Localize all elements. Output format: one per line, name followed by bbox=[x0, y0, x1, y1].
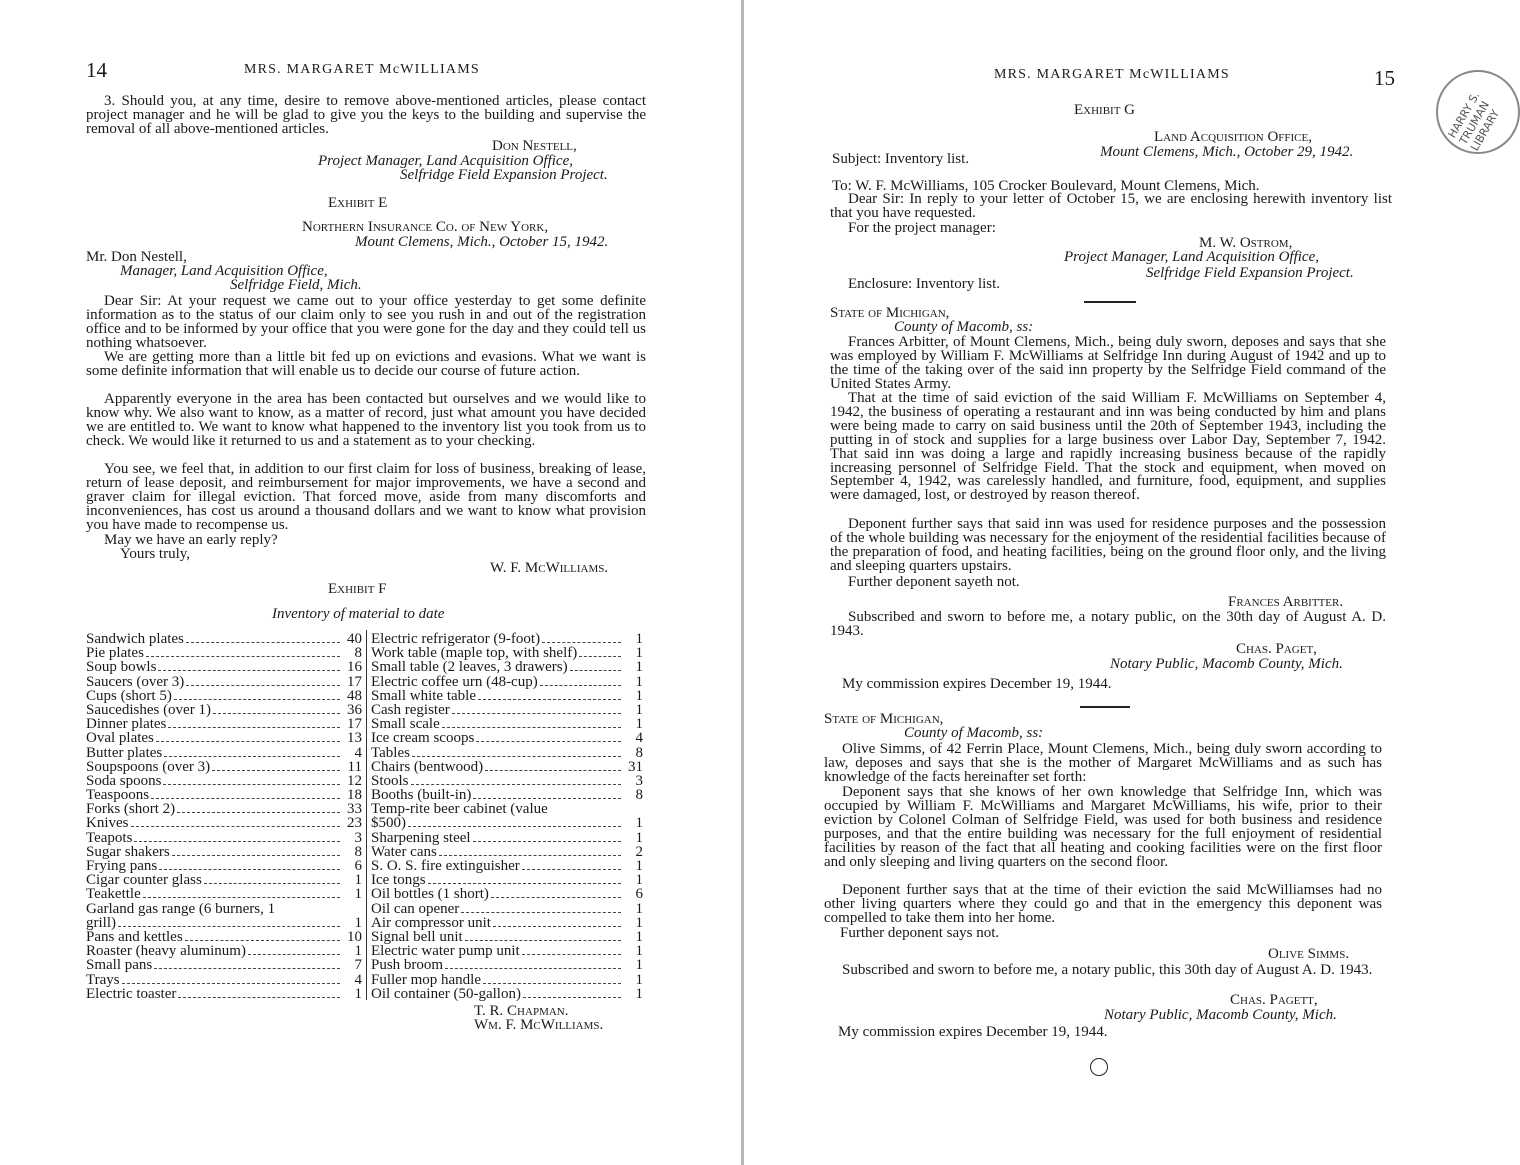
inventory-item: Roaster (heavy aluminum) bbox=[86, 943, 246, 960]
inventory-qty: 1 bbox=[635, 687, 643, 704]
venue-heading: State of Michigan, bbox=[824, 711, 944, 727]
inventory-item: Temp-rite beer cabinet (value bbox=[371, 801, 548, 818]
affidavit-paragraph: Further deponent sayeth not. bbox=[848, 574, 1020, 590]
dot-leader bbox=[164, 755, 340, 757]
inventory-item: Small table (2 leaves, 3 drawers) bbox=[371, 659, 568, 676]
inventory-qty: 1 bbox=[635, 985, 643, 1002]
inventory-row bbox=[86, 675, 362, 689]
inventory-item: Oil container (50-gallon) bbox=[371, 985, 521, 1002]
letter-date: Mount Clemens, Mich., October 29, 1942. bbox=[1100, 144, 1354, 160]
inventory-row bbox=[371, 646, 643, 660]
inventory-row bbox=[86, 689, 362, 703]
inventory-row bbox=[371, 731, 643, 745]
dot-leader bbox=[522, 868, 621, 870]
inventory-item: Dinner plates bbox=[86, 716, 167, 733]
address-line: Manager, Land Acquisition Office, bbox=[120, 263, 328, 279]
inventory-qty: 40 bbox=[347, 631, 362, 647]
inventory-qty: 4 bbox=[354, 744, 362, 761]
letter-paragraph: We are getting more than a little bit fed up on evictions and evasions. What we want is some definite information that will enable us to decide our course of future action. bbox=[86, 349, 646, 379]
running-head: MRS. MARGARET McWILLIAMS bbox=[244, 62, 480, 77]
inventory-qty: 1 bbox=[635, 900, 643, 917]
exhibit-heading: Exhibit F bbox=[328, 581, 387, 597]
dot-leader bbox=[412, 755, 621, 757]
inventory-row bbox=[371, 930, 643, 944]
signature-title: Project Manager, Land Acquisition Office, bbox=[318, 153, 573, 169]
inventory-qty: 17 bbox=[347, 716, 362, 733]
dot-leader bbox=[439, 854, 621, 856]
jurat: Subscribed and sworn to before me, a notary public, on the 30th day of August A. D. 1943. bbox=[830, 609, 1386, 639]
inventory-row bbox=[86, 774, 362, 788]
inventory-row bbox=[86, 973, 362, 987]
inventory-item: Small pans bbox=[86, 957, 153, 974]
commission-line: My commission expires December 19, 1944. bbox=[838, 1024, 1108, 1040]
inventory-row bbox=[86, 958, 362, 972]
affidavit-paragraph: Deponent further says that said inn was used for residence purposes and the possession of the whole building was necessary for the enjoyment of the residential facilities because of the preparation of food, and heating facilities, being on the ground floor only, and the living and sleeping quarters upstairs. bbox=[830, 516, 1386, 574]
inventory-qty: 16 bbox=[347, 659, 362, 676]
exhibit-heading: Exhibit E bbox=[328, 195, 388, 211]
venue-heading: County of Macomb, ss: bbox=[894, 319, 1034, 335]
inventory-row bbox=[371, 660, 643, 674]
inventory-row bbox=[86, 646, 362, 660]
separator-rule bbox=[1080, 706, 1130, 708]
dot-leader bbox=[146, 655, 340, 657]
inventory-item: Pans and kettles bbox=[86, 928, 183, 945]
dot-leader bbox=[204, 882, 340, 884]
letterhead: Northern Insurance Co. of New York, bbox=[302, 219, 549, 235]
inventory-row bbox=[86, 760, 362, 774]
right-page bbox=[744, 0, 1480, 1165]
inventory-row bbox=[86, 887, 362, 901]
inventory-row bbox=[86, 788, 362, 802]
enclosure-line: Enclosure: Inventory list. bbox=[848, 276, 1001, 292]
inventory-qty: 1 bbox=[635, 645, 643, 662]
inventory-qty: 48 bbox=[347, 687, 362, 704]
inventory-row bbox=[371, 987, 643, 1001]
signature-name: T. R. Chapman. bbox=[474, 1003, 569, 1019]
inventory-item: Tables bbox=[371, 744, 410, 761]
inventory-item: Sharpening steel bbox=[371, 829, 471, 846]
inventory-item: Small white table bbox=[371, 687, 476, 704]
inventory-qty: 2 bbox=[635, 843, 643, 860]
inventory-qty: 1 bbox=[635, 872, 643, 889]
dot-leader bbox=[579, 655, 621, 657]
dot-leader bbox=[131, 825, 341, 827]
inventory-qty: 6 bbox=[635, 886, 643, 903]
inventory-qty: 17 bbox=[347, 673, 362, 690]
address-line: Selfridge Field, Mich. bbox=[230, 277, 362, 293]
dot-leader bbox=[154, 967, 340, 969]
inventory-qty: 23 bbox=[347, 815, 362, 832]
inventory-row bbox=[371, 887, 643, 901]
inventory-qty: 31 bbox=[628, 758, 643, 775]
inventory-item: Teaspoons bbox=[86, 787, 150, 804]
inventory-item: Frying pans bbox=[86, 858, 158, 874]
dot-leader bbox=[411, 783, 621, 785]
inventory-item: S. O. S. fire extinguisher bbox=[371, 858, 520, 874]
dot-leader bbox=[473, 797, 621, 799]
dot-leader bbox=[122, 982, 340, 984]
dot-leader bbox=[158, 669, 340, 671]
inventory-item: Water cans bbox=[371, 843, 437, 860]
inventory-qty: 1 bbox=[354, 886, 362, 903]
inventory-row bbox=[86, 859, 362, 873]
inventory-row bbox=[371, 703, 643, 717]
inventory-item: Teapots bbox=[86, 829, 133, 846]
dot-leader bbox=[185, 939, 340, 941]
inventory-item: Electric refrigerator (9-foot) bbox=[371, 631, 541, 647]
inventory-qty: 13 bbox=[347, 730, 362, 747]
inventory-qty: 1 bbox=[635, 716, 643, 733]
closing: Yours truly, bbox=[120, 546, 191, 562]
dot-leader bbox=[465, 939, 621, 941]
inventory-row bbox=[86, 987, 362, 1001]
inventory-qty: 1 bbox=[354, 872, 362, 889]
dot-leader bbox=[476, 740, 621, 742]
inventory-qty: 18 bbox=[347, 787, 362, 804]
dot-leader bbox=[408, 825, 621, 827]
affidavit-paragraph: Frances Arbitter, of Mount Clemens, Mich., being duly sworn, deposes and says that she was employed by William F. McWilliams at Selfridge Inn during August of 1942 and up to the time of the taking over of the said inn property by the Selfridge Field command of the United States Army. bbox=[830, 334, 1386, 392]
dot-leader bbox=[178, 996, 340, 998]
inventory-row bbox=[371, 632, 643, 646]
inventory-qty: 1 bbox=[635, 971, 643, 988]
inventory-qty: 33 bbox=[347, 801, 362, 818]
inventory-row bbox=[86, 816, 362, 830]
inventory-item: Cups (short 5) bbox=[86, 687, 172, 704]
paragraph: 3. Should you, at any time, desire to remove above-mentioned articles, please contact project manager and he will be glad to give you the keys to the building and supervise the removal of all above-mentioned articles. bbox=[86, 93, 646, 137]
dot-leader bbox=[213, 712, 340, 714]
inventory-qty: 1 bbox=[635, 631, 643, 647]
letter-paragraph: Apparently everyone in the area has been contacted but ourselves and we would like to know why. We also want to know, as a matter of record, just what amount you have decided we are entitled to. We want to know what happened to the inventory list you took from us to check. We would like it returned to us and a statement as to your checking. bbox=[86, 391, 646, 449]
inventory-item: Ice cream scoops bbox=[371, 730, 475, 747]
dot-leader bbox=[118, 925, 340, 927]
inventory-row bbox=[86, 731, 362, 745]
letter-paragraph: Dear Sir: In reply to your letter of October 15, we are enclosing herewith inventory list that you have requested. bbox=[830, 191, 1392, 221]
dot-leader bbox=[442, 726, 621, 728]
letter-paragraph: You see, we feel that, in addition to our first claim for loss of business, breaking of lease, return of lease deposit, and reimbursement for major improvements, we have a second and graver claim for illegal eviction. That forced move, aside from many discomforts and inconveniences, has cost us around a thousand dollars and we want to know what provision you have made to recompense us. bbox=[86, 461, 646, 533]
left-page bbox=[0, 0, 741, 1165]
signature-title: Selfridge Field Expansion Project. bbox=[400, 167, 608, 183]
inventory-qty: 1 bbox=[354, 943, 362, 960]
inventory-row bbox=[371, 873, 643, 887]
dot-leader bbox=[163, 783, 340, 785]
inventory-row bbox=[371, 788, 643, 802]
dot-leader bbox=[248, 953, 340, 955]
dot-leader bbox=[134, 840, 340, 842]
dot-leader bbox=[452, 712, 621, 714]
inventory-row bbox=[371, 802, 643, 816]
affidavit-paragraph: That at the time of said eviction of the said William F. McWilliams on September 4, 1942, the business of operating a restaurant and inn was being conducted by him and plans were being made to carry on said business until the 20th of September 1943, including the putting in of stock and supplies for a large business over Labor Day, September 7, 1942. That said inn was doing a large and rapidly increasing business because of the rapidly increasing personnel of Selfridge Field. That the stock and equipment, when moved on September 4, 1942, was carelessly handled, and furniture, food, equipment, and supplies were damaged, lost, or destroyed by reason thereof. bbox=[830, 390, 1386, 504]
venue-heading: State of Michigan, bbox=[830, 305, 950, 321]
inventory-item: Cigar counter glass bbox=[86, 872, 202, 889]
dot-leader bbox=[483, 982, 621, 984]
inventory-item: Electric toaster bbox=[86, 985, 177, 1002]
signature-name: Olive Simms. bbox=[1268, 946, 1350, 962]
notary-name: Chas. Pagett, bbox=[1230, 992, 1318, 1008]
inventory-item: Fuller mop handle bbox=[371, 971, 481, 988]
inventory-item: Saucers (over 3) bbox=[86, 673, 185, 690]
dot-leader bbox=[522, 953, 621, 955]
affidavit-paragraph: Deponent further says that at the time of their eviction the said McWilliamses had no other living quarters where they could go and that in the emergency this deponent was compelled to take them into her home. bbox=[824, 882, 1382, 926]
stamp-text: HARRY S. TRUMAN LIBRARY bbox=[1445, 89, 1503, 154]
letterhead: Land Acquisition Office, bbox=[1154, 129, 1312, 145]
inventory-row bbox=[86, 845, 362, 859]
inventory-row bbox=[371, 973, 643, 987]
dot-leader bbox=[570, 669, 621, 671]
inventory-row bbox=[371, 902, 643, 916]
notary-title: Notary Public, Macomb County, Mich. bbox=[1110, 656, 1343, 672]
inventory-qty: 1 bbox=[635, 957, 643, 974]
inventory-item: Sugar shakers bbox=[86, 843, 170, 860]
page-mark-circle bbox=[1090, 1058, 1108, 1076]
inventory-row bbox=[371, 944, 643, 958]
inventory-item: Knives bbox=[86, 815, 129, 832]
inventory-row bbox=[86, 660, 362, 674]
inventory-item: Oval plates bbox=[86, 730, 154, 747]
inventory-qty: 1 bbox=[635, 659, 643, 676]
dot-leader bbox=[186, 641, 340, 643]
separator-rule bbox=[1084, 301, 1136, 303]
dot-leader bbox=[461, 911, 621, 913]
inventory-qty: 3 bbox=[354, 829, 362, 846]
inventory-item: Signal bell unit bbox=[371, 928, 463, 945]
venue-heading: County of Macomb, ss: bbox=[904, 725, 1044, 741]
letter-date: Mount Clemens, Mich., October 15, 1942. bbox=[355, 234, 609, 250]
inventory-item: Soup bowls bbox=[86, 659, 157, 676]
inventory-qty: 1 bbox=[635, 914, 643, 931]
inventory-item: Electric water pump unit bbox=[371, 943, 520, 960]
inventory-row bbox=[86, 930, 362, 944]
notary-title: Notary Public, Macomb County, Mich. bbox=[1104, 1007, 1337, 1023]
signature-name: Frances Arbitter. bbox=[1228, 594, 1344, 610]
inventory-qty: 1 bbox=[354, 985, 362, 1002]
inventory-row bbox=[371, 816, 643, 830]
inventory-qty: 1 bbox=[635, 673, 643, 690]
inventory-item: Small scale bbox=[371, 716, 440, 733]
inventory-item: grill) bbox=[86, 914, 116, 931]
inventory-qty: 1 bbox=[635, 701, 643, 718]
running-head: MRS. MARGARET McWILLIAMS bbox=[994, 67, 1230, 82]
signature-title: Project Manager, Land Acquisition Office, bbox=[1064, 249, 1319, 265]
inventory-row bbox=[86, 703, 362, 717]
dot-leader bbox=[174, 698, 340, 700]
inventory-item: Ice tongs bbox=[371, 872, 426, 889]
dot-leader bbox=[493, 925, 621, 927]
dot-leader bbox=[428, 882, 621, 884]
page-number: 14 bbox=[86, 58, 107, 82]
inventory-qty: 8 bbox=[635, 744, 643, 761]
inventory-row bbox=[371, 958, 643, 972]
inventory-qty: 4 bbox=[354, 971, 362, 988]
inventory-item: $500) bbox=[371, 815, 406, 832]
inventory-item: Air compressor unit bbox=[371, 914, 491, 931]
inventory-qty: 7 bbox=[354, 957, 362, 974]
dot-leader bbox=[143, 896, 340, 898]
dot-leader bbox=[540, 684, 621, 686]
dot-leader bbox=[168, 726, 340, 728]
inventory-row bbox=[86, 746, 362, 760]
inventory-item: Butter plates bbox=[86, 744, 163, 761]
inventory-qty: 3 bbox=[635, 772, 643, 789]
dot-leader bbox=[491, 896, 621, 898]
inventory-item: Garland gas range (6 burners, 1 bbox=[86, 900, 276, 917]
inventory-row bbox=[86, 944, 362, 958]
inventory-qty: 1 bbox=[635, 829, 643, 846]
commission-line: My commission expires December 19, 1944. bbox=[842, 676, 1112, 692]
dot-leader bbox=[212, 769, 340, 771]
inventory-item: Chairs (bentwood) bbox=[371, 758, 484, 775]
inventory-qty: 8 bbox=[635, 787, 643, 804]
letter-paragraph: For the project manager: bbox=[848, 220, 996, 236]
inventory-row bbox=[371, 717, 643, 731]
to-line: To: W. F. McWilliams, 105 Crocker Boulevard, Mount Clemens, Mich. bbox=[832, 178, 1260, 194]
inventory-qty: 1 bbox=[635, 858, 643, 874]
inventory-row bbox=[86, 632, 362, 646]
notary-name: Chas. Paget, bbox=[1236, 641, 1317, 657]
subject-line: Subject: Inventory list. bbox=[832, 151, 970, 167]
inventory-row bbox=[371, 675, 643, 689]
inventory-item: Stools bbox=[371, 772, 409, 789]
affidavit-paragraph: Further deponent says not. bbox=[840, 925, 1000, 941]
dot-leader bbox=[485, 769, 621, 771]
inventory-qty: 12 bbox=[347, 772, 362, 789]
exhibit-heading: Exhibit G bbox=[1074, 102, 1136, 118]
signature-name: Don Nestell, bbox=[492, 138, 577, 154]
signature-name: W. F. McWilliams. bbox=[490, 560, 609, 576]
inventory-item: Teakettle bbox=[86, 886, 141, 903]
affidavit-paragraph: Deponent says that she knows of her own knowledge that Selfridge Inn, which was occupied by William F. McWilliams and Margaret McWilliams, his wife, prior to their eviction by Colonel Colman of Selfridge Field, was used for both business and residence purposes, and that the entire building was necessary for the full enjoyment of residential facilities by reason of the fact that all heating and cooking facilities were on the first floor and only sleeping and living quarters on the second floor. bbox=[824, 784, 1382, 870]
dot-leader bbox=[186, 684, 340, 686]
inventory-item: Forks (short 2) bbox=[86, 801, 176, 818]
signature-title: Selfridge Field Expansion Project. bbox=[1146, 265, 1354, 281]
inventory-item: Work table (maple top, with shelf) bbox=[371, 645, 578, 662]
inventory-row bbox=[371, 831, 643, 845]
inventory-qty: 11 bbox=[347, 758, 362, 775]
inventory-item: Sandwich plates bbox=[86, 631, 184, 647]
inventory-item: Trays bbox=[86, 971, 120, 988]
address-line: Mr. Don Nestell, bbox=[86, 249, 187, 265]
inventory-item: Pie plates bbox=[86, 645, 144, 662]
inventory-row bbox=[371, 689, 643, 703]
dot-leader bbox=[151, 797, 340, 799]
dot-leader bbox=[473, 840, 621, 842]
inventory-column-right bbox=[371, 632, 643, 1001]
inventory-item: Soupspoons (over 3) bbox=[86, 758, 211, 775]
dot-leader bbox=[523, 996, 621, 998]
inventory-row bbox=[371, 746, 643, 760]
inventory-qty: 10 bbox=[347, 928, 362, 945]
dot-leader bbox=[478, 698, 621, 700]
affidavit-paragraph: Olive Simms, of 42 Ferrin Place, Mount Clemens, Mich., being duly sworn according to law, deposes and says that she is the mother of Margaret McWilliams and as such has knowledge of the facts hereinafter set forth: bbox=[824, 741, 1382, 785]
letter-paragraph: May we have an early reply? bbox=[104, 532, 278, 548]
inventory-qty: 1 bbox=[635, 815, 643, 832]
inventory-qty: 8 bbox=[354, 645, 362, 662]
inventory-item: Push broom bbox=[371, 957, 444, 974]
signature-name: M. W. Ostrom, bbox=[1199, 235, 1293, 251]
inventory-row bbox=[371, 859, 643, 873]
column-divider bbox=[366, 630, 367, 1000]
library-stamp bbox=[1436, 70, 1520, 154]
inventory-qty: 1 bbox=[635, 928, 643, 945]
inventory-row bbox=[86, 831, 362, 845]
inventory-row bbox=[371, 845, 643, 859]
dot-leader bbox=[172, 854, 340, 856]
inventory-row bbox=[86, 873, 362, 887]
inventory-qty: 6 bbox=[354, 858, 362, 874]
inventory-item: Electric coffee urn (48-cup) bbox=[371, 673, 538, 690]
inventory-row bbox=[371, 774, 643, 788]
inventory-title: Inventory of material to date bbox=[272, 606, 445, 622]
inventory-row bbox=[86, 916, 362, 930]
inventory-item: Cash register bbox=[371, 701, 450, 718]
dot-leader bbox=[177, 811, 340, 813]
inventory-qty: 1 bbox=[354, 914, 362, 931]
inventory-item: Saucedishes (over 1) bbox=[86, 701, 211, 718]
dot-leader bbox=[445, 967, 621, 969]
inventory-row bbox=[371, 760, 643, 774]
dot-leader bbox=[156, 740, 340, 742]
dot-leader bbox=[159, 868, 340, 870]
signature-name: Wm. F. McWilliams. bbox=[474, 1017, 604, 1033]
inventory-row bbox=[86, 717, 362, 731]
inventory-row bbox=[86, 902, 362, 916]
page-number: 15 bbox=[1374, 66, 1395, 90]
inventory-column-left bbox=[86, 632, 362, 1001]
inventory-qty: 4 bbox=[635, 730, 643, 747]
inventory-item: Booths (built-in) bbox=[371, 787, 472, 804]
inventory-row bbox=[86, 802, 362, 816]
dot-leader bbox=[542, 641, 621, 643]
inventory-qty: 36 bbox=[347, 701, 362, 718]
inventory-item: Oil can opener bbox=[371, 900, 460, 917]
inventory-item: Oil bottles (1 short) bbox=[371, 886, 489, 903]
inventory-item: Soda spoons bbox=[86, 772, 162, 789]
inventory-row bbox=[371, 916, 643, 930]
inventory-qty: 1 bbox=[635, 943, 643, 960]
jurat: Subscribed and sworn to before me, a notary public, this 30th day of August A. D. 1943. bbox=[842, 962, 1373, 978]
letter-paragraph: Dear Sir: At your request we came out to your office yesterday to get some definite information as to the status of our claim only to see you rush in and out of the registration office and to be informed by your office that you were gone for the day and they could tell us nothing whatsoever. bbox=[86, 293, 646, 351]
inventory-qty: 8 bbox=[354, 843, 362, 860]
